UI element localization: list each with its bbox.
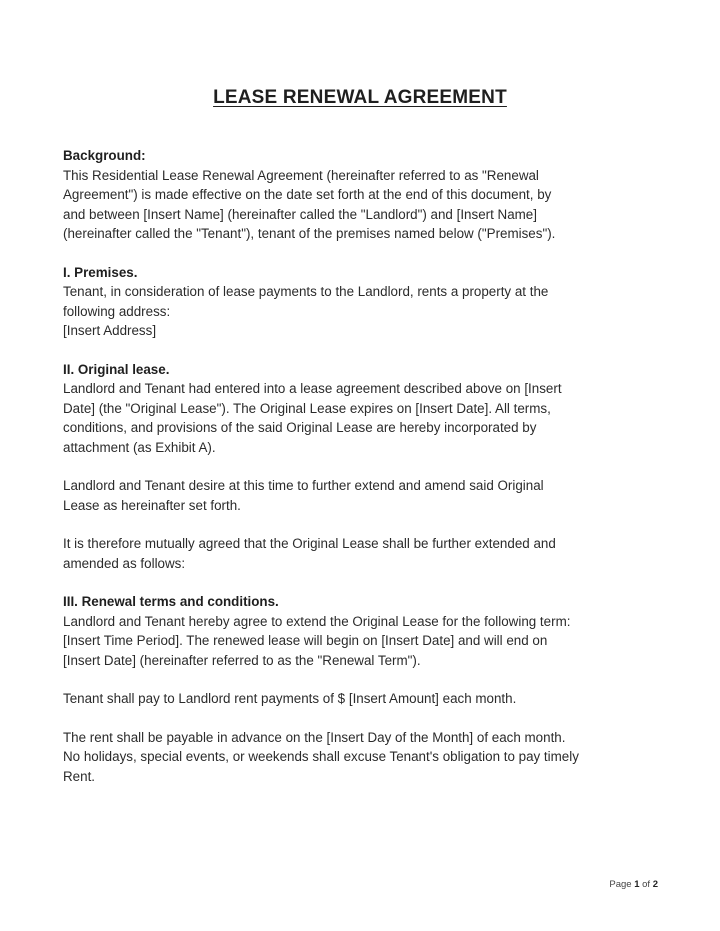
text-line: Landlord and Tenant had entered into a lease agreement described above on [Insert bbox=[63, 381, 562, 396]
text-line: [Insert Time Period]. The renewed lease will begin on [Insert Date] and will end on bbox=[63, 633, 548, 648]
text-line: It is therefore mutually agreed that the Original Lease shall be further extended and bbox=[63, 536, 556, 551]
page-label: Page bbox=[609, 879, 632, 890]
text-line: Tenant, in consideration of lease payments to the Landlord, rents a property at the bbox=[63, 284, 549, 299]
background-section bbox=[63, 146, 663, 244]
original-lease-section bbox=[63, 360, 663, 574]
text-line: Landlord and Tenant hereby agree to extend the Original Lease for the following term: bbox=[63, 613, 571, 629]
original-lease-paragraph-2 bbox=[63, 476, 663, 515]
text-line: The rent shall be payable in advance on the [Insert Day of the Month] of each month. bbox=[63, 729, 566, 745]
text-line: This Residential Lease Renewal Agreement (hereinafter referred to as "Renewal bbox=[63, 167, 539, 183]
page-total: 2 bbox=[652, 879, 658, 890]
text-line: amended as follows: bbox=[63, 555, 186, 571]
renewal-terms-paragraph-3 bbox=[63, 728, 663, 787]
background-text bbox=[63, 166, 663, 244]
original-lease-heading: II. Original lease. bbox=[63, 361, 170, 377]
page-of: of bbox=[642, 879, 651, 890]
text-line: and between [Insert Name] (hereinafter called the "Landlord") and [Insert Name] bbox=[63, 206, 537, 222]
original-lease-paragraph-3 bbox=[63, 534, 663, 573]
text-line: following address: bbox=[63, 303, 171, 319]
document-body bbox=[63, 146, 663, 805]
text-line: Agreement") is made effective on the date set forth at the end of this document, by bbox=[63, 187, 552, 202]
renewal-terms-heading: III. Renewal terms and conditions. bbox=[63, 594, 279, 609]
premises-text bbox=[63, 282, 663, 341]
renewal-terms-section bbox=[63, 592, 663, 786]
original-lease-paragraph-1 bbox=[63, 379, 663, 457]
renewal-terms-paragraph-1 bbox=[63, 612, 663, 671]
text-line: No holidays, special events, or weekends shall excuse Tenant's obligation to pay timely bbox=[63, 749, 579, 764]
text-line: Landlord and Tenant desire at this time to further extend and amend said Original bbox=[63, 478, 544, 493]
background-heading: Background: bbox=[63, 148, 146, 163]
premises-section bbox=[63, 263, 663, 341]
text-line: Lease as hereinafter set forth. bbox=[63, 497, 241, 513]
text-line: conditions, and provisions of the said Original Lease are hereby incorporated by bbox=[63, 420, 537, 435]
text-line: attachment (as Exhibit A). bbox=[63, 439, 216, 455]
text-line: [Insert Date] (hereinafter referred to as the "Renewal Term"). bbox=[63, 652, 421, 668]
text-line: Tenant shall pay to Landlord rent payments of $ [Insert Amount] each month. bbox=[63, 691, 517, 706]
document-title: LEASE RENEWAL AGREEMENT bbox=[213, 87, 507, 108]
text-line: (hereinafter called the "Tenant"), tenant of the premises named below ("Premises"). bbox=[63, 226, 556, 241]
premises-heading: I. Premises. bbox=[63, 264, 138, 280]
renewal-terms-paragraph-2 bbox=[63, 689, 663, 709]
page-number bbox=[609, 879, 658, 890]
text-line: [Insert Address] bbox=[63, 323, 157, 338]
text-line: Date] (the "Original Lease"). The Original Lease expires on [Insert Date]. All terms, bbox=[63, 400, 551, 416]
page-current: 1 bbox=[634, 879, 640, 890]
text-line: Rent. bbox=[63, 768, 96, 784]
